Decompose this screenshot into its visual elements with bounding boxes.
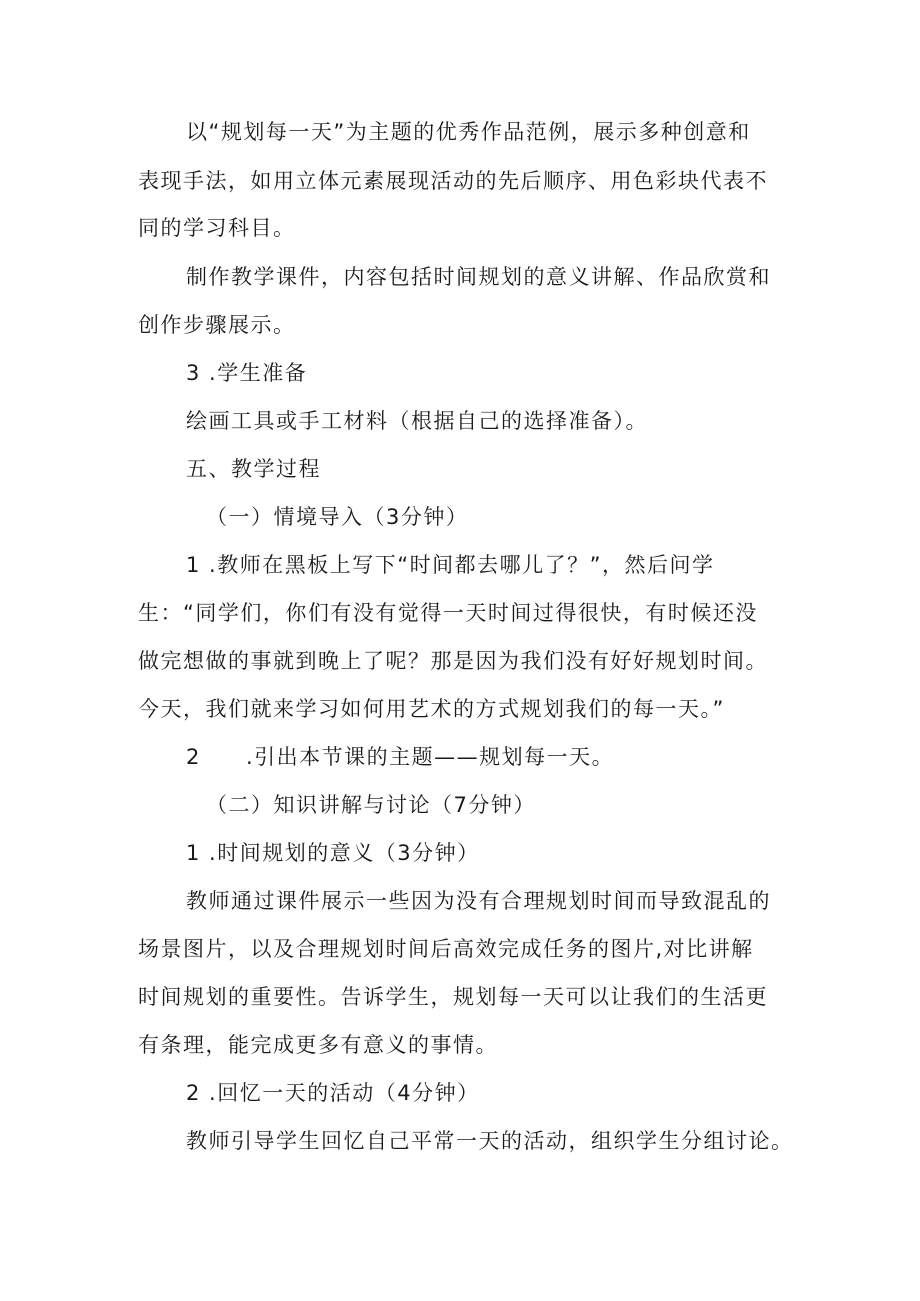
paragraph-line: 时间规划的重要性。告诉学生，规划每一天可以让我们的生活更 (138, 985, 768, 1009)
section-heading: 3 .学生准备 (186, 361, 308, 385)
paragraph-line: 做完想做的事就到晚上了呢？那是因为我们没有好好规划时间。 (138, 649, 768, 673)
section-heading: 2 .回忆一天的活动（4分钟） (186, 1081, 480, 1105)
subsection-heading: （二）知识讲解与讨论（7分钟） (206, 793, 536, 817)
list-text: .引出本节课的主题——规划每一天。 (246, 745, 615, 769)
subsection-heading: （一）情境导入（3分钟） (206, 505, 469, 529)
paragraph-line: 场景图片，以及合理规划时间后高效完成任务的图片,对比讲解 (138, 937, 754, 961)
paragraph-line: 绘画工具或手工材料（根据自己的选择准备）。 (186, 409, 648, 433)
paragraph-line: 生：“同学们，你们有没有觉得一天时间过得很快，有时候还没 (138, 601, 758, 625)
paragraph-line: 制作教学课件，内容包括时间规划的意义讲解、作品欣赏和 (186, 265, 771, 289)
section-heading: 五、教学过程 (186, 457, 321, 481)
paragraph-line: 表现手法，如用立体元素展现活动的先后顺序、用色彩块代表不 (138, 169, 768, 193)
paragraph-line: 1 .教师在黑板上写下“时间都去哪儿了？”，然后问学 (186, 553, 715, 577)
paragraph-line: 创作步骤展示。 (138, 313, 296, 337)
paragraph-line: 同的学习科目。 (138, 216, 296, 240)
list-number: 2 (186, 745, 201, 769)
paragraph-line: 教师引导学生回忆自己平常一天的活动，组织学生分组讨论。 (186, 1129, 794, 1153)
section-heading: 1 .时间规划的意义（3分钟） (186, 841, 480, 865)
paragraph-line: 今天，我们就来学习如何用艺术的方式规划我们的每一天。” (138, 697, 725, 721)
paragraph-line: 有条理，能完成更多有意义的事情。 (138, 1033, 498, 1057)
paragraph-line: 以“规划每一天”为主题的优秀作品范例，展示多种创意和 (186, 120, 751, 144)
paragraph-line (186, 742, 614, 772)
paragraph-line: 教师通过课件展示一些因为没有合理规划时间而导致混乱的 (186, 889, 771, 913)
